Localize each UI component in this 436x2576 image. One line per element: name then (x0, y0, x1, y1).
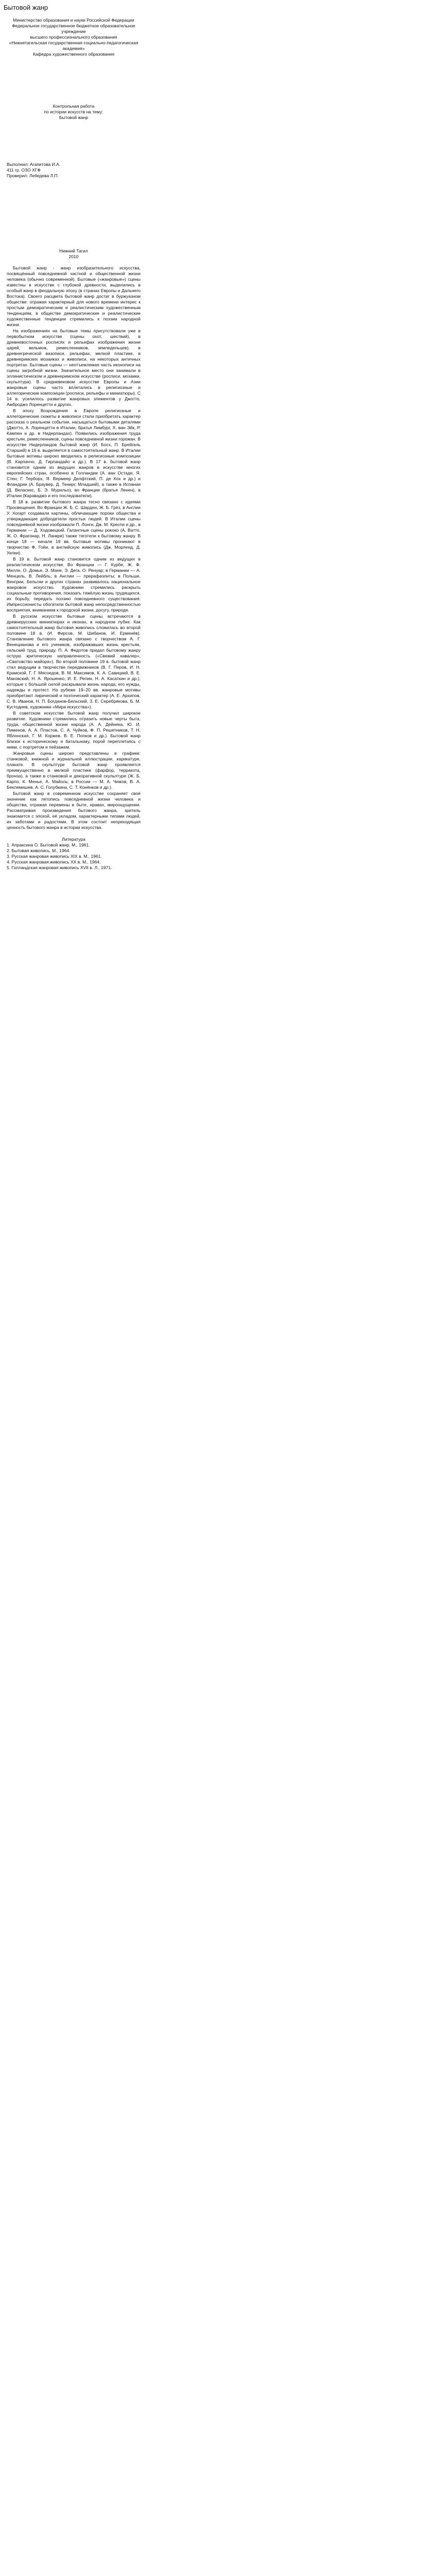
year: 2010 (68, 254, 79, 259)
city: Нижний Тагил (59, 248, 88, 253)
paragraph: Бытовой жанр - жанр изобразительного искусства, посвящённый повседневной частной и общественной жизни человека (обычно современной). Бытовые («жанровые») сцены известны в искусстве с глубокой древности, выделились в особый жанр в феодальную эпоху (в странах Европы и Дальнего Востока). Своего расцвета бытовой жанр достиг в буржуазном обществе: отражая характерный для нового времени интерес к простым демократическим и реалистическим художественным тенденциям, в обществе демократические и реалистические художественные тенденции стремились к поэзии народной жизни. (7, 265, 141, 327)
title-page (7, 18, 141, 265)
header-line: Министерство образования и науки Российской Федерации (13, 18, 134, 23)
paragraph: В 18 в. развитие бытового жанра тесно связано с идеями Просвещения. Во Франции Ж. Б. С. Шарден, Ж. Б. Грёз, в Англии У. Хогарт создавали картины, обличающие пороки общества и утверждающие добродетели простых людей. В Италии сцены повседневной жизни изображали П. Лонги, Дж. М. Креспи и др., в Германии — Д. Ходовецкий. Галантные сцены рококо (А. Ватто, Ж. О. Фрагонар, Н. Ланкре) также тяготели к бытовому жанру. В конце 18 — начале 19 вв. бытовые мотивы проникают в творчество Ф. Гойи, в английскую живопись (Дж. Морленд, Д. Уилки). (7, 499, 141, 555)
paragraph: Жанровые сцены широко представлены в графике: станковой, книжной и журнальной иллюстрации, карикатуре, плакате. В скульптуре бытовой жанр проявляется преимущественно в мелкой пластике (фарфор, терракота, бронза), а также в станковой и декоративной скульптуре (Ж. Б. Карпо, К. Менье, А. Майоль; в России — М. А. Чижов, В. А. Беклемишев, А. С. Голубкина, С. Т. Конёнков и др.). (7, 751, 141, 790)
header-line: «Нижнетагильская государственная социально-педагогическая академия» (9, 40, 138, 51)
student-group: 411 гр. ОЗО ХГФ (7, 167, 41, 173)
reference-item: 5. Голландская жанровая живопись XVII в. Л., 1971. (7, 865, 112, 870)
topic: Бытовой жанр (59, 115, 89, 120)
document-title: Бытовой жанр (4, 4, 48, 11)
references-heading: Литература (62, 837, 85, 842)
paragraph: В 19 в. бытовой жанр становится одним из ведущих в реалистическом искусстве. Во Франции — Г. Курбе, Ж. Ф. Милле, О. Домье, Э. Мане, Э. Дега, О. Ренуар; в Германии — А. Менцель, В. Лейбль; в Англии — прерафаэлиты; в Польше, Венгрии, Бельгии и других странах развивалось национальное жанровое искусство. Художники стремились раскрыть социальные противоречия, показать тяжёлую жизнь трудящихся, их борьбу, передать поэзию повседневного существования. Импрессионисты обогатили бытовой жанр непосредственностью восприятия, вниманием к городской жизни, досугу, природе. (7, 556, 141, 613)
checker-name: Проверил: Лебедева Л.П. (7, 173, 59, 178)
paragraph: В русском искусстве бытовые сцены встречаются в древнерусских миниатюрах и иконах, в народном лубке. Как самостоятельный жанр бытовая живопись сложилась во второй половине 18 в. (И. Фирсов, М. Шибанов, И. Ерменёв). Становление бытового жанра связано с творчеством А. Г. Венецианова и его учеников, изображавших жизнь крестьян, сельский труд, природу. П. А. Федотов придал бытовому жанру острую критическую направленность («Свежий кавалер», «Сватовство майора»). Во второй половине 19 в. бытовой жанр стал ведущим в творчестве передвижников (В. Г. Перов, И. Н. Крамской, Г. Г. Мясоедов, В. М. Максимов, К. А. Савицкий, В. Е. Маковский, Н. А. Ярошенко, И. Е. Репин, Н. А. Касаткин и др.), которые с большой силой раскрывали жизнь народа, его нужды, надежды и протест. На рубеже 19–20 вв. жанровые мотивы приобретают лирический и поэтический характер (А. Е. Архипов, С. В. Иванов, Н. П. Богданов-Бельский, З. Е. Серебрякова, Б. М. Кустодиев, художники «Мира искусства»). (7, 614, 141, 709)
reference-item: 4. Русская жанровая живопись ХХ в. М., 1964. (7, 859, 101, 865)
paragraph: В советском искусстве бытовой жанр получил широкое развитие. Художники стремились отразить новые черты быта, труда, общественной жизни народа (А. А. Дейнека, Ю. И. Пименов, А. А. Пластов, С. А. Чуйков, Ф. П. Решетников, Т. Н. Яблонская, Г. М. Коржев, В. Е. Попков и др.). Бытовой жанр близок к историческому и батальному, порой переплетаясь с ними, с портретом и пейзажем. (7, 710, 141, 750)
reference-item: 3. Русская жанровая живопись XIX в. М., 1961. (7, 854, 102, 859)
document-body (7, 18, 141, 871)
institution-header (7, 18, 141, 57)
header-line: Кафедра художественного образования (32, 52, 115, 57)
student-name: Выполнил: Агапитова И.А. (7, 162, 61, 167)
paragraph: Бытовой жанр в современном искусстве сохраняет своё значение как летопись повседневной жизни человека и общества, отражая перемены в быте, нравах, мироощущении. Рассматривая произведения бытового жанра, зритель знакомится с эпохой, её укладом, характерными типами людей, их заботами и радостями. В этом состоит непреходящая ценность бытового жанра в истории искусства. (7, 791, 141, 830)
main-text (7, 265, 141, 831)
paragraph: На изображениях на бытовые темы присутствовали уже в первобытном искусстве (сцены охот, шествий), в древневосточных росписях и рельефах изображения жизни царей, вельмож, ремесленников, земледельцев), в древнегреческой вазописи, рельефах, мелкой пластике, в древнеримских мозаиках и живописи, на некоторых античных портретах. Бытовые сцены — неотъемлемая часть иконописи на сцены загробной жизни. Значительное место они занимали в эллинистическом и древнеримском искусстве (росписи, мозаики, скульптура). В средневековом искусстве Европы и Азии жанровые сцены часто вплетались в религиозные и аллегорические композиции (росписи, рельефы и миниатюры). С 14 в. усилилось развитие жанровых элементов у Джотто, Амброджо Лоренцетти и других. (7, 328, 141, 407)
references (7, 837, 141, 871)
work-type: Контрольная работа (53, 104, 95, 109)
header-line: Федеральное государственное бюджетное образовательное учреждение (12, 23, 135, 34)
header-line: высшего профессионального образования (30, 35, 117, 40)
subject-line: по истории искусств на тему: (44, 109, 103, 114)
reference-item: 2. Бытовая живопись. М., 1964. (7, 848, 71, 853)
reference-item: 1. Апраксина О. Бытовой жанр. М., 1961. (7, 842, 90, 848)
paragraph: В эпоху Возрождения в Европе религиозные и аллегорические сюжеты в живописи стали приобретать характер рассказа о реальном событии, насыщаться бытовыми деталями (Джотто, А. Лоренцетти в Италии, братья Лимбург, Х. ван Эйк, Р. Кампен и др. в Нидерландах). Появились изображения труда крестьян, ремесленников, сцены повседневной жизни горожан. В искусстве Нидерландов бытовой жанр (И. Босх, П. Брейгель Старший) в 16 в. выделяется в самостоятельный жанр. В Италии бытовые мотивы широко вводились в религиозные композиции (В. Карпаччо, Д. Гирландайо и др.). В 17 в. бытовой жанр становится одним из ведущих жанров в искусстве многих европейских стран, особенно в Голландии (А. ван Остаде, Я. Стен, Г. Терборх, Я. Вермеер Делфтский, П. де Хох и др.) и Фландрии (А. Браувер, Д. Тенирс Младший), а также в Испании (Д. Веласкес, Б. Э. Мурильо), во Франции (братья Ленен), в Италии (Караваджо и его последователи). (7, 408, 141, 498)
